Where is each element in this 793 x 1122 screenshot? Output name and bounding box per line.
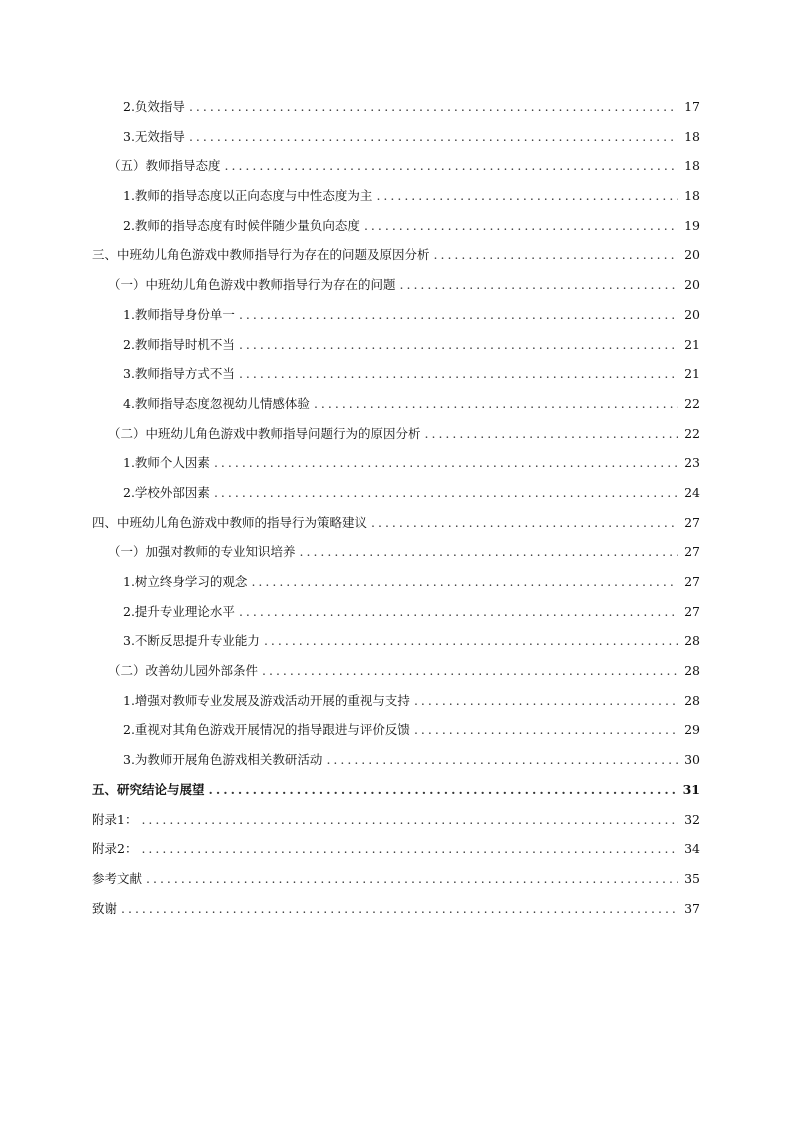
toc-entry-page-number: 28 [684,633,700,649]
toc-entry-title: 参考文献 [92,870,143,886]
toc-entry-page-number: 20 [684,247,700,263]
toc-entry-title: 4.教师指导态度忽视幼儿情感体验 [123,395,310,411]
toc-entry-page-number: 19 [684,217,700,233]
toc-entry-title: （一）加强对教师的专业知识培养 [108,544,296,560]
toc-entry[interactable] [92,745,700,775]
dot-leader [264,626,678,656]
toc-entry-page-number: 18 [684,158,700,174]
toc-entry-title: 致谢 [92,900,118,916]
dot-leader [141,834,678,864]
table-of-contents [92,92,700,923]
toc-entry-page-number: 27 [684,544,700,560]
toc-entry[interactable] [92,775,700,805]
toc-entry-page-number: 18 [684,188,700,204]
toc-entry-title: （二）中班幼儿角色游戏中教师指导问题行为的原因分析 [108,425,421,441]
toc-entry-title: 3.不断反思提升专业能力 [123,633,260,649]
toc-entry-page-number: 23 [684,455,700,471]
toc-entry-page-number: 35 [684,870,700,886]
toc-entry[interactable] [92,834,700,864]
toc-entry-title: 附录1： [92,811,138,827]
toc-entry-page-number: 31 [682,781,700,797]
toc-entry[interactable] [92,270,700,300]
toc-entry-page-number: 28 [684,692,700,708]
dot-leader [414,715,678,745]
toc-entry[interactable] [92,300,700,330]
dot-leader [434,240,678,270]
dot-leader [214,448,678,478]
toc-entry-title: 1.树立终身学习的观念 [123,574,248,589]
toc-entry-page-number: 28 [684,663,700,679]
toc-entry-page-number: 20 [684,277,700,293]
toc-entry-title: 1.教师指导身份单一 [123,306,235,322]
toc-entry[interactable] [92,122,700,152]
dot-leader [376,181,678,211]
dot-leader [314,389,678,419]
toc-entry[interactable] [92,389,700,419]
toc-entry-page-number: 22 [684,395,700,411]
toc-entry-page-number: 21 [684,366,700,382]
toc-entry-page-number: 24 [684,484,700,500]
toc-entry-title: （一）中班幼儿角色游戏中教师指导行为存在的问题 [108,277,396,293]
toc-entry-page-number: 20 [684,306,700,322]
toc-entry[interactable] [92,626,700,656]
toc-entry-title: 2.提升专业理论水平 [123,603,235,619]
toc-entry[interactable] [92,478,700,508]
toc-entry[interactable] [92,92,700,122]
toc-entry-page-number: 18 [684,128,700,144]
toc-entry[interactable] [92,359,700,389]
toc-entry-title: （五）教师指导态度 [108,158,221,174]
toc-entry-title: 3.为教师开展角色游戏相关教研活动 [123,752,323,768]
toc-entry-page-number: 27 [684,574,700,589]
dot-leader [326,745,678,775]
dot-leader [141,805,678,835]
toc-entry-title: （二）改善幼儿园外部条件 [108,663,259,679]
toc-entry-page-number: 27 [684,514,700,530]
toc-entry-page-number: 27 [684,603,700,619]
toc-entry[interactable] [92,894,700,924]
toc-entry-page-number: 32 [684,811,700,827]
dot-leader [146,864,678,894]
dot-leader [225,151,678,181]
toc-entry-page-number: 34 [684,841,700,857]
toc-entry-page-number: 22 [684,425,700,441]
toc-entry-title: 三、中班幼儿角色游戏中教师指导行为存在的问题及原因分析 [92,247,430,263]
toc-entry[interactable] [92,151,700,181]
toc-entry-title: 2.教师的指导态度有时候伴随少量负向态度 [123,217,360,233]
toc-entry-title: 3.无效指导 [123,128,185,144]
dot-leader [300,537,678,567]
toc-entry[interactable] [92,686,700,716]
dot-leader [425,419,678,449]
toc-entry-page-number: 21 [684,336,700,352]
toc-entry[interactable] [92,508,700,538]
toc-entry[interactable] [92,419,700,449]
dot-leader [214,478,678,508]
toc-entry[interactable] [92,537,700,567]
toc-entry-page-number: 29 [684,722,700,738]
toc-entry[interactable] [92,240,700,270]
dot-leader [364,211,678,241]
toc-entry-title: 1.增强对教师专业发展及游戏活动开展的重视与支持 [123,692,410,708]
toc-entry[interactable] [92,715,700,745]
toc-entry-title: 五、研究结论与展望 [92,781,205,797]
dot-leader [239,597,678,627]
toc-entry[interactable] [92,330,700,360]
toc-entry[interactable] [92,805,700,835]
toc-entry[interactable] [92,181,700,211]
toc-entry-page-number: 37 [684,900,700,916]
dot-leader [239,300,678,330]
dot-leader [121,894,678,924]
dot-leader [189,122,678,152]
toc-entry-page-number: 30 [684,752,700,768]
toc-entry-page-number: 17 [684,99,700,114]
dot-leader [262,656,678,686]
toc-entry-title: 四、中班幼儿角色游戏中教师的指导行为策略建议 [92,514,368,530]
toc-entry-title: 1.教师个人因素 [123,455,210,471]
dot-leader [414,686,678,716]
toc-entry[interactable] [92,864,700,894]
dot-leader [251,567,678,597]
toc-entry-title: 2.负效指导 [123,99,185,114]
toc-entry[interactable] [92,656,700,686]
dot-leader [400,270,678,300]
toc-entry[interactable] [92,597,700,627]
toc-entry[interactable] [92,567,700,597]
dot-leader [371,508,678,538]
toc-entry[interactable] [92,448,700,478]
toc-entry-title: 1.教师的指导态度以正向态度与中性态度为主 [123,188,373,204]
dot-leader [239,330,678,360]
toc-entry-title: 附录2： [92,841,138,857]
toc-entry-title: 2.教师指导时机不当 [123,336,235,352]
dot-leader [189,92,678,122]
toc-entry-title: 2.学校外部因素 [123,484,210,500]
dot-leader [209,775,677,805]
dot-leader [239,359,678,389]
toc-entry-title: 3.教师指导方式不当 [123,366,235,382]
toc-entry-title: 2.重视对其角色游戏开展情况的指导跟进与评价反馈 [123,722,410,738]
toc-entry[interactable] [92,211,700,241]
